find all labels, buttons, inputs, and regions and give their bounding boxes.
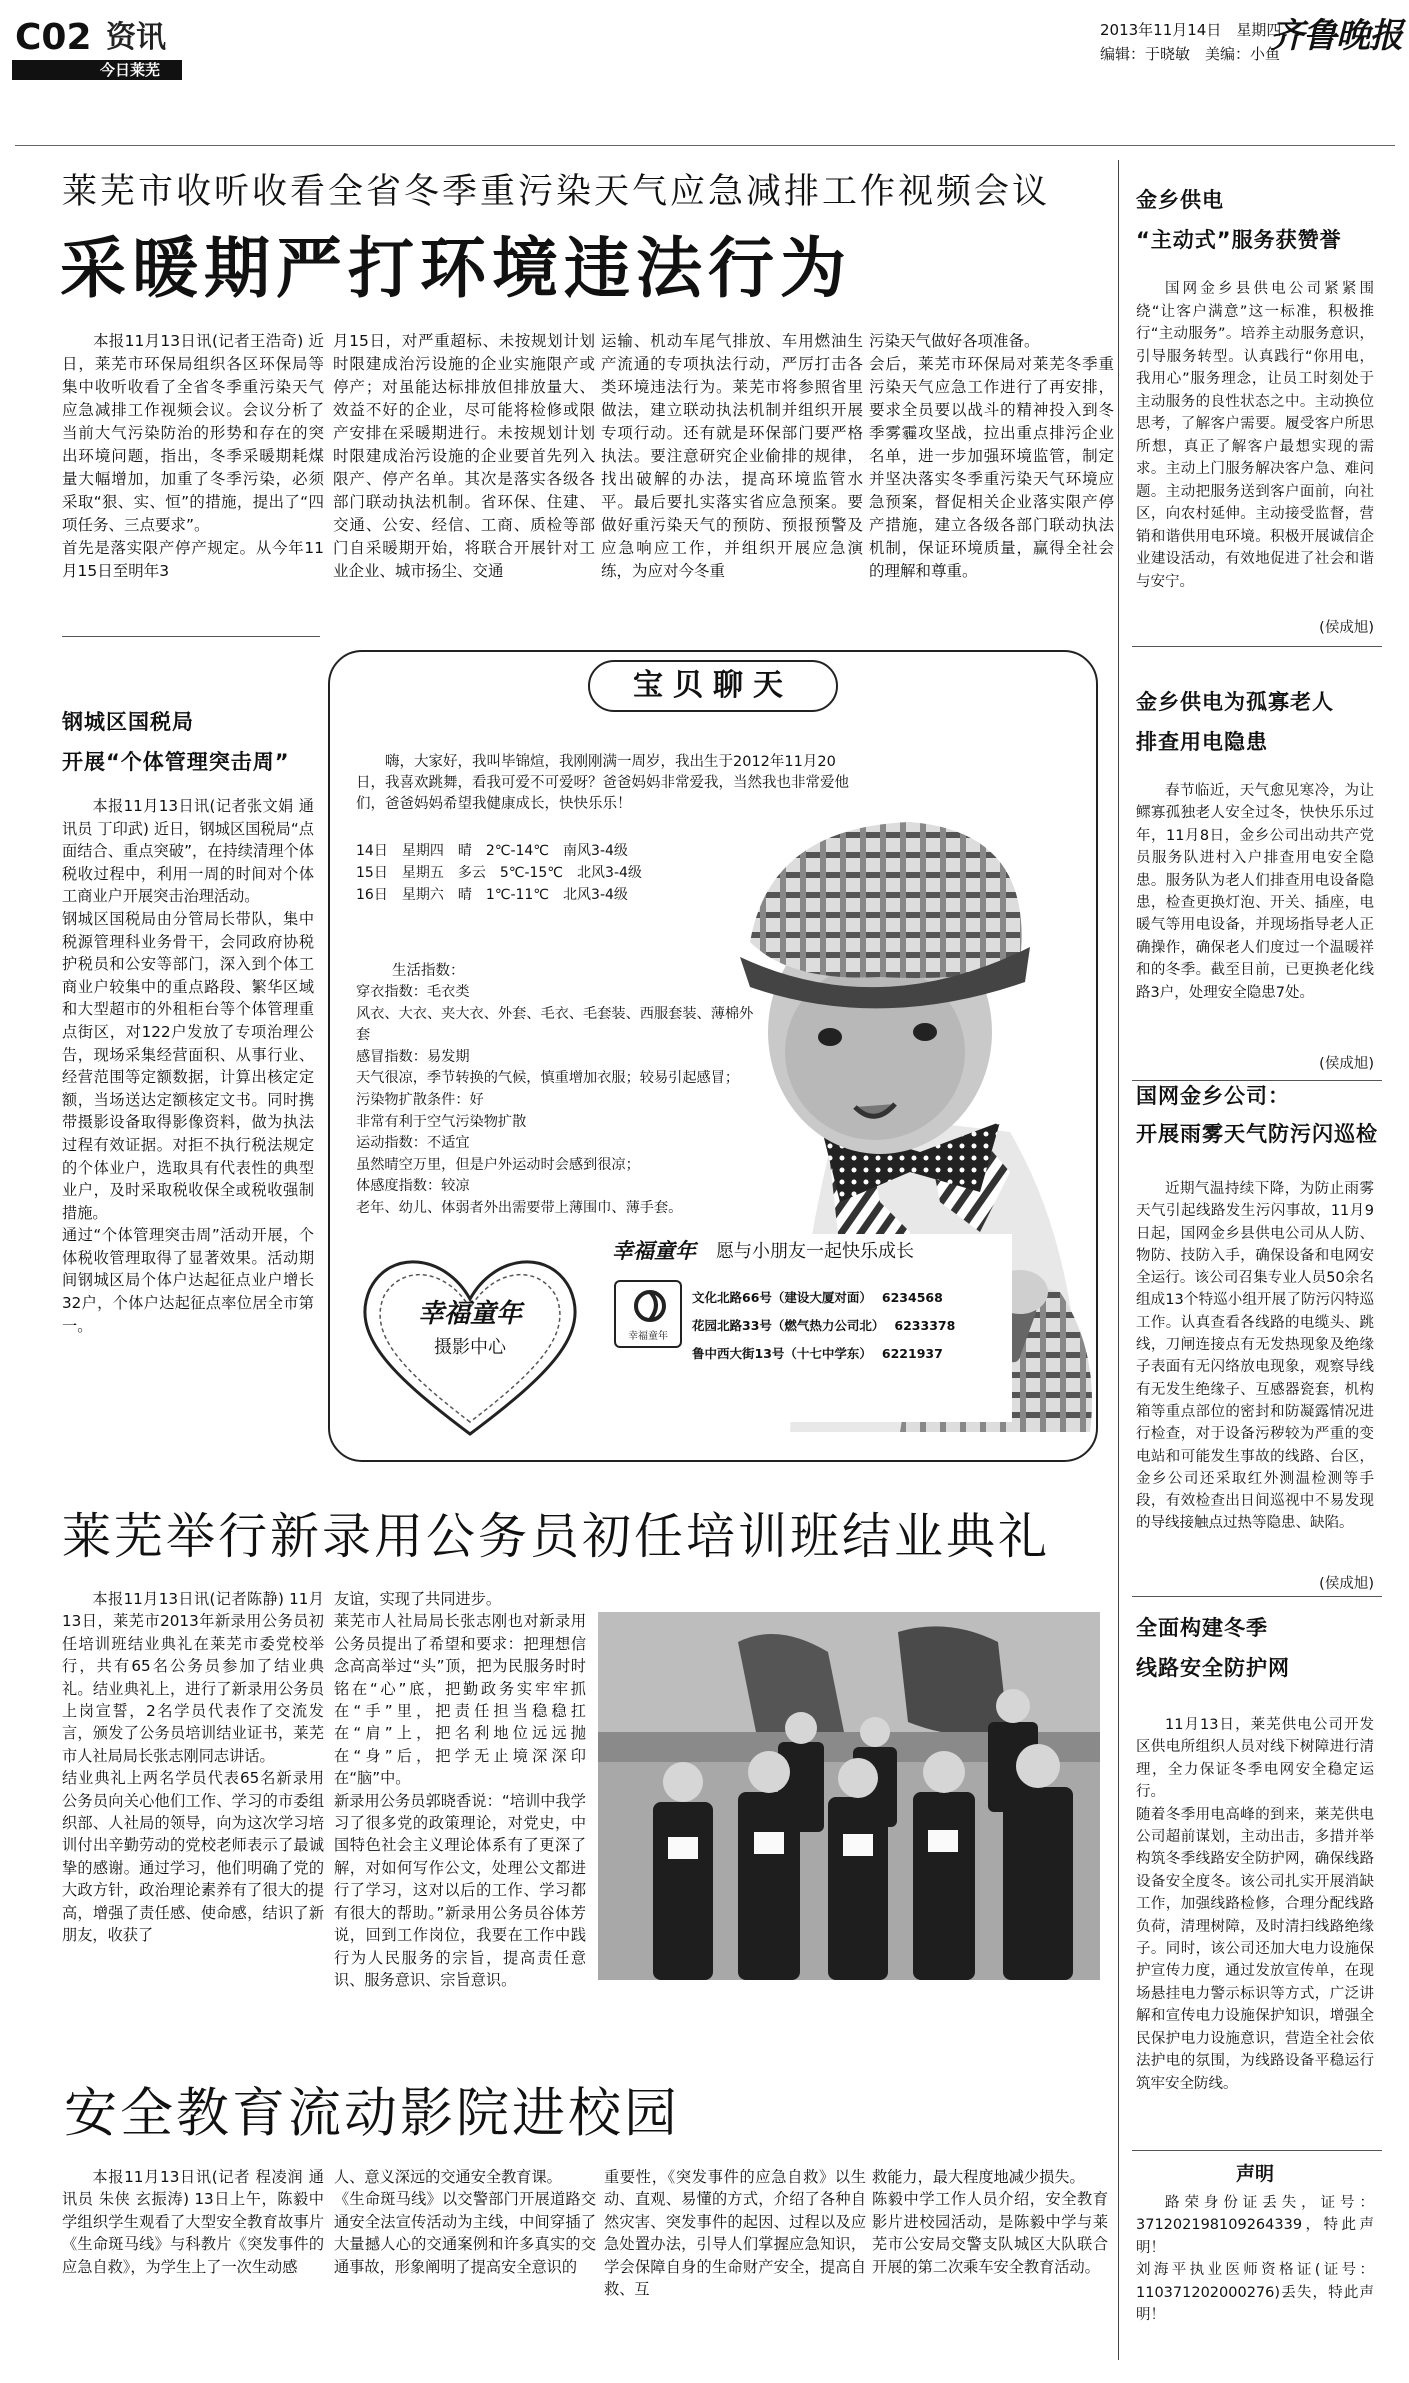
address-phone: 6221937: [881, 1346, 943, 1361]
article2-kicker: 钢城区国税局: [62, 710, 194, 734]
baby-ad-box: [328, 650, 1098, 1462]
address-row: [692, 1340, 1012, 1368]
sidebar4-rule: [1132, 2150, 1382, 2151]
slogan-brand: 幸福童年: [612, 1238, 696, 1263]
life-index-title: 生活指数：: [392, 963, 465, 979]
address-text: 鲁中西大街13号（十七中学东）: [692, 1346, 872, 1361]
subsection-name: 今日莱芜: [100, 61, 161, 79]
address-row: [692, 1284, 1012, 1312]
right-column-divider: [1118, 160, 1119, 2360]
article3-title: 莱芜举行新录用公务员初任培训班结业典礼: [62, 1508, 1051, 1565]
article2-rule: [62, 636, 320, 637]
sidebar3-title-line2: 开展雨雾天气防污闪巡检: [1136, 1122, 1378, 1146]
studio-sub: 摄影中心: [434, 1337, 506, 1358]
weather-day-3: 16日 星期六 晴 1℃-11℃ 北风3-4级: [356, 887, 628, 903]
weather-list: [356, 840, 776, 906]
address-phone: 6234568: [881, 1290, 943, 1305]
article4-title: 安全教育流动影院进校园: [64, 2083, 680, 2144]
baby-ad-intro: 嗨，大家好，我叫毕锦煊，我刚刚满一周岁，我出生于2012年11月20日，我喜欢跳舞，看我可爱不可爱呀？爸爸妈妈非常爱我，当然我也非常爱他们，爸爸妈妈希望我健康成长，快快乐乐！: [356, 754, 849, 812]
section-name: 资讯: [106, 20, 166, 55]
address-row: [692, 1312, 1012, 1340]
article1-col2: 月15日，对严重超标、未按规划计划时限建成治污设施的企业实施限产或停产；对虽能达标排放但排放量大、效益不好的企业，尽可能将检修或限产安排在采暖期进行。未按规划计划时限建成治污设施的企业要首先列入限产、停产名单。其次是落实各级各部门联动执法机制。省环保、住建、交通、公安、经信、工商、质检等部门自采暖期开始，将联合开展针对工业企业、城市扬尘、交通: [333, 332, 595, 580]
ceremony-photo: [598, 1612, 1100, 1980]
article1-col4: 污染天气做好各项准备。 会后，莱芜市环保局对莱芜冬季重污染天气应急工作进行了再安排，要求全员要以战斗的精神投入到冬季雾霾攻坚战，拉出重点排污企业名单，进一步加强环境监管，制定并坚决落实冬季重污染天气环境应急预案，督促相关企业落实限产停产措施，建立各级各部门联动执法机制，保证环境质量，赢得全社会的理解和尊重。: [869, 332, 1114, 580]
article3-col1: 本报11月13日讯(记者陈静) 11月13日，莱芜市2013年新录用公务员初任培训班结业典礼在莱芜市委党校举行，共有65名公务员参加了结业典礼。结业典礼上，进行了新录用公务员上岗宣誓，2名学员代表作了交流发言，颁发了公务员培训结业证书，莱芜市人社局局长张志刚同志讲话。 结业典礼上两名学员代表65名新录用公务员向关心他们工作、学习的市委组织部、人社局的领导，向为这次学习培训付出辛勤劳动的党校老师表示了最诚挚的感谢。通过学习，他们明确了党的大政方针，政治理论素养有了很大的提高，增强了责任感、使命感，结识了新朋友，收获了: [62, 1590, 324, 1945]
page-code: C02: [15, 17, 92, 58]
article1-kicker: 莱芜市收听收看全省冬季重污染天气应急减排工作视频会议: [62, 172, 1051, 212]
sidebar2-signature: (侯成旭): [1319, 1056, 1374, 1072]
article1-title: 采暖期严打环境违法行为: [60, 229, 852, 307]
article4-col4: 救能力，最大程度地减少损失。 陈毅中学工作人员介绍，安全教育影片进校园活动，是陈毅中学与莱芜市公安局交警支队城区大队联合开展的第二次乘车安全教育活动。: [872, 2168, 1108, 2276]
sidebar2-title-line1: 金乡供电为孤寡老人: [1136, 690, 1334, 714]
sidebar3-body: 近期气温持续下降，为防止雨雾天气引起线路发生污闪事故，11月9日起，国网金乡县供电公司从人防、物防、技防入手，确保设备和电网安全运行。该公司召集专业人员50余名组成13个特巡小组开展了防污闪特巡工作。认真查看各线路的电缆头、跳线，刀闸连接点有无发热现象及绝缘子表面有无闪络放电现象，观察导线有无发生绝缘子、互感器瓷套，机构箱等重点部位的密封和防凝露情况进行检查，对于设备污秽较为严重的变电站和可能发生事故的线路、台区，金乡公司还采取红外测温检测等手段，有效检查出日间巡视中不易发现的导线接触点过热等隐患、缺陷。: [1136, 1181, 1374, 1532]
sidebar3-title-line1: 国网金乡公司：: [1136, 1084, 1290, 1108]
baby-ad-banner: 宝贝聊天: [633, 668, 793, 703]
sidebar2-title-line2: 排查用电隐患: [1136, 730, 1268, 754]
sidebar4-title-line1: 全面构建冬季: [1136, 1616, 1268, 1640]
studio-logo-text: 幸福童年: [628, 1331, 668, 1342]
sidebar4-body: 11月13日，莱芜供电公司开发区供电所组织人员对线下树障进行清理，全力保证冬季电网安全稳定运行。 随着冬季用电高峰的到来，莱芜供电公司超前谋划，主动出击，多措并举构筑冬季线路安全防护网，确保线路设备安全度冬。该公司扎实开展消缺工作，加强线路检修，合理分配线路负荷，清理树障，及时清扫线路绝缘子。同时，该公司还加大电力设施保护宣传力度，通过发放宣传单，在现场悬挂电力警示标识等方式，广泛讲解和宣传电力设施保护知识，增强全民保护电力设施意识，营造全社会依法护电的氛围，为线路设备平稳运行筑牢安全防线。: [1136, 1717, 1374, 2092]
weather-day-2: 15日 星期五 多云 5℃-15℃ 北风3-4级: [356, 865, 642, 881]
article1-col1: 本报11月13日讯(记者王浩奇) 近日，莱芜市环保局组织各区环保局等集中收听收看了全省冬季重污染天气应急减排工作视频会议。会议分析了当前大气污染防治的形势和存在的突出环境问题，指出，冬季采暖期耗煤量大幅增加，加重了冬季污染，必须采取“狠、实、恒”的措施，提出了“四项任务、三点要求”。 首先是落实限产停产规定。从今年11月15日至明年3: [62, 332, 324, 580]
sidebar3-signature: (侯成旭): [1319, 1576, 1374, 1592]
header-rule: [15, 145, 1395, 146]
sidebar3-rule: [1132, 1596, 1382, 1597]
sidebar1-kicker: 金乡供电: [1136, 188, 1224, 212]
issue-date: 2013年11月14日 星期四: [1100, 21, 1282, 39]
article3-col2: 友谊，实现了共同进步。 莱芜市人社局局长张志刚也对新录用公务员提出了希望和要求：把理想信念高高举过“头”顶，把为民服务时时铭在“心”底，把勤政务实牢牢抓在“手”里，把责任担当稳稳扛在“肩”上，把名利地位远远抛在“身”后，把学无止境深深印在“脑”中。 新录用公务员郭晓香说：“培训中我学习了很多党的政策理论，对党史，中国特色社会主义理论体系有了更深了解，对如何写作公文，处理公文都进行了学习，这对以后的工作、学习都有很大的帮助。”新录用公务员谷体芳说，回到工作岗位，我要在工作中践行为人民服务的宗旨，提高责任意识、服务意识、宗旨意识。: [334, 1590, 586, 1989]
notice-body: 路荣身份证丢失，证号：371202198109264339，特此声明！ 刘海平执业医师资格证(证号：110371202000276)丢失，特此声明！: [1136, 2195, 1374, 2324]
sidebar1-body: 国网金乡县供电公司紧紧围绕“让客户满意”这一标准，积极推行“主动服务”。培养主动服务意识，引导服务转型。认真践行“你用电，我用心”服务理念，让员工时刻处于主动服务的良性状态之中。主动换位思考，了解客户需要。履受客户所思所想，真正了解客户最想实现的需求。主动上门服务解决客户急、难问题。主动把服务送到客户面前，向社区，向农村延伸。主动接受监督，营销和谐供用电环境。积极开展诚信企业建设活动，有效地促进了社会和谐与安宁。: [1136, 281, 1374, 590]
sidebar1-signature: (侯成旭): [1319, 620, 1374, 636]
editor-credits: 编辑：于晓敏 美编：小鱼: [1100, 45, 1281, 63]
article4-col1: 本报11月13日讯(记者 程凌润 通讯员 朱侠 玄振涛) 13日上午，陈毅中学组织学生观看了大型安全教育故事片《生命斑马线》与科教片《突发事件的应急自救》，为学生上了一次生动感: [62, 2168, 324, 2276]
address-list: [692, 1284, 1012, 1368]
life-index-body: 穿衣指数：毛衣类 风衣、大衣、夹大衣、外套、毛衣、毛套装、西服套装、薄棉外套 感冒指数：易发期 天气很凉，季节转换的气候，慎重增加衣服；较易引起感冒； 污染物扩散条件：好 非常有利于空气污染物扩散 运动指数：不适宜 虽然晴空万里，但是户外运动时会感到很凉； 体感度指数：较凉 老年、幼儿、体弱者外出需要带上薄围巾、薄手套。: [356, 984, 754, 1216]
slogan-text: 愿与小朋友一起快乐成长: [716, 1241, 914, 1262]
sidebar1-title: “主动式”服务获赞誉: [1136, 228, 1342, 252]
article1-col3: 运输、机动车尾气排放、车用燃油生产流通的专项执法行动，严厉打击各类环境违法行为。莱芜市将参照省里做法，建立联动执法机制并组织开展专项行动。还有就是环保部门要严格执法。要注意研究企业偷排的规律，找出破解的办法，提高环境监管水平。最后要扎实落实省应急预案。要做好重污染天气的预防、预报预警及应急响应工作，并组织开展应急演练，为应对今冬重: [601, 332, 863, 580]
notice-title: 声明: [1235, 2163, 1274, 2185]
address-text: 花园北路33号（燃气热力公司北）: [692, 1318, 885, 1333]
article4-col3: 重要性，《突发事件的应急自救》以生动、直观、易懂的方式，介绍了各种自然灾害、突发事件的起因、过程以及应急处置办法，引导人们掌握应急知识，学会保障自身的生命财产安全，提高自救、互: [604, 2168, 866, 2299]
address-text: 文化北路66号（建设大厦对面）: [692, 1290, 872, 1305]
paper-logo: 齐鲁晚报: [1270, 16, 1402, 56]
sidebar4-title-line2: 线路安全防护网: [1136, 1656, 1290, 1680]
weather-day-1: 14日 星期四 晴 2℃-14℃ 南风3-4级: [356, 843, 628, 859]
article4-col2: 人、意义深远的交通安全教育课。 《生命斑马线》以交警部门开展道路交通安全法宣传活动为主线，中间穿插了大量撼人心的交通案例和许多真实的交通事故，形象阐明了提高安全意识的: [334, 2168, 596, 2276]
sidebar2-body: 春节临近，天气愈见寒冷，为让鳏寡孤独老人安全过冬，快快乐乐过年，11月8日，金乡公司出动共产党员服务队进村入户排查用电安全隐患。服务队为老人们排查用电设备隐患，检查更换灯泡、开关、插座，电暖气等用电设备，并现场指导老人正确操作，确保老人们度过一个温暖祥和的冬季。截至目前，已更换老化线路3户，处理安全隐患7处。: [1136, 783, 1374, 1001]
address-phone: 6233378: [894, 1318, 956, 1333]
page-header: [0, 0, 1409, 84]
studio-name: 幸福童年: [417, 1299, 522, 1329]
article2-body: 本报11月13日讯(记者张文娟 通讯员 丁印武) 近日，钢城区国税局“点面结合、重点突破”，在持续清理个体税收过程中，利用一周的时间对个体工商业户开展突击治理活动。 钢城区国税局由分管局长带队，集中税源管理科业务骨干，会同政府协税护税员和公安等部门，深入到个体工商业户较集中的重点路段、繁华区域和大型超市的外租柜台等个体管理重点街区，对122户发放了专项治理公告，现场采集经营面积、从事行业、经营范围等定额数据，计算出核定定额，当场送达定额核定文书。同时携带摄影设备取得影像资料，做为执法过程有效证据。对拒不执行税法规定的个体业户，选取具有代表性的典型业户，及时采取税收保全或税收强制措施。 通过“个体管理突击周”活动开展，个体税收管理取得了显著效果。活动期间钢城区局个体户达起征点业户增长32户，个体户达起征点率位居全市第一。: [62, 797, 314, 1335]
sidebar1-rule: [1132, 646, 1382, 647]
article2-title: 开展“个体管理突击周”: [62, 750, 290, 774]
